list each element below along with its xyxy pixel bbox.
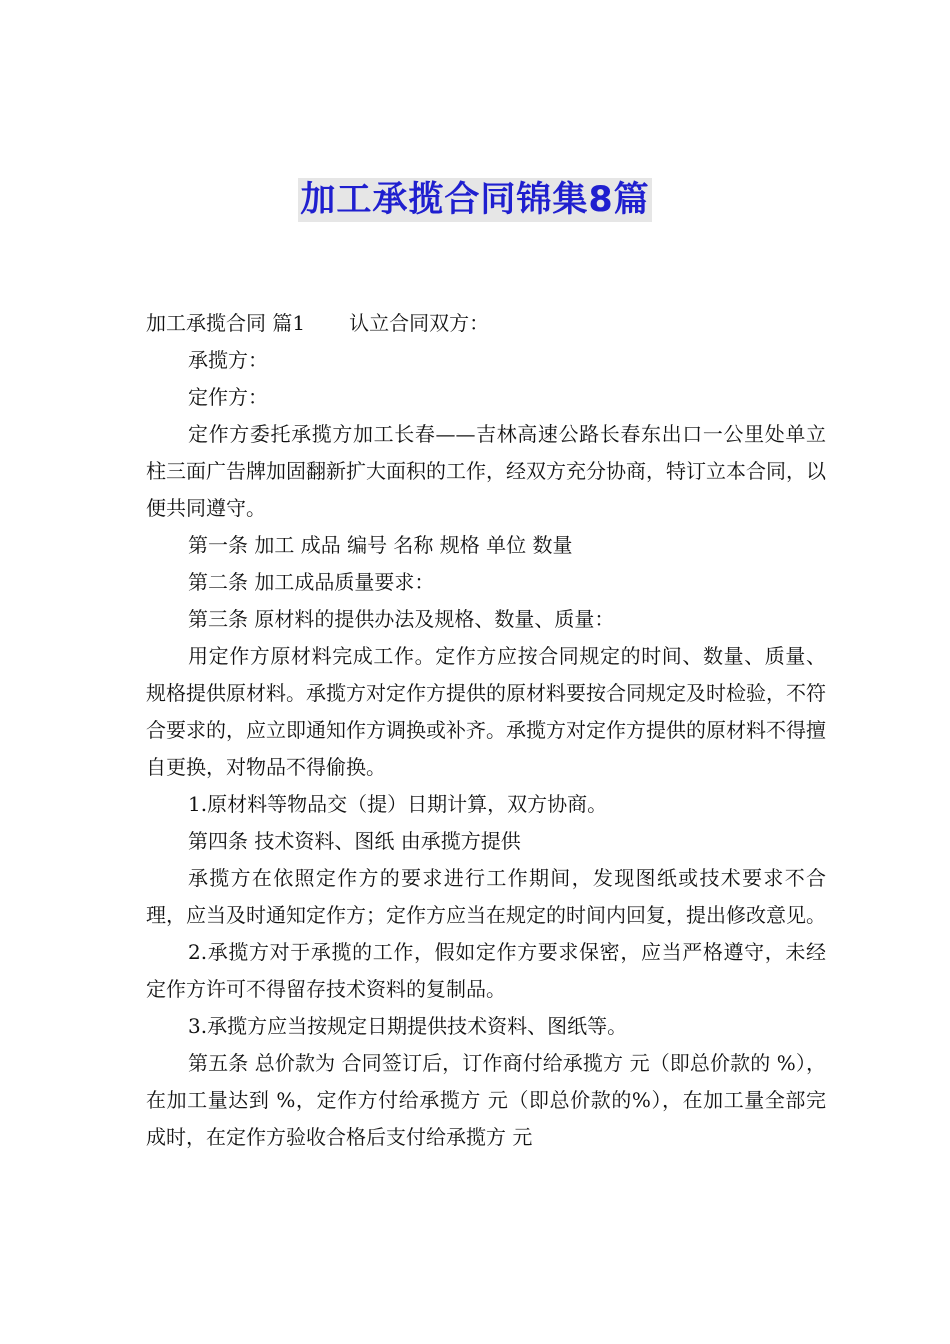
contract-intro: 认立合同双方： <box>349 311 490 335</box>
title-block <box>0 178 950 222</box>
first-line <box>146 305 826 342</box>
paragraph: 定作方委托承揽方加工长春——吉林高速公路长春东出口一公里处单立柱三面广告牌加固翻新扩大面积的工作，经双方充分协商，特订立本合同，以便共同遵守。 <box>146 422 826 520</box>
document-title: 加工承揽合同锦集8篇 <box>300 180 650 220</box>
paragraph: 第三条 原材料的提供办法及规格、数量、质量： <box>188 607 615 631</box>
paragraph: 第一条 加工 成品 编号 名称 规格 单位 数量 <box>188 533 573 557</box>
paragraph: 承揽方： <box>188 348 268 372</box>
paragraph: 2.承揽方对于承揽的工作，假如定作方要求保密，应当严格遵守，未经定作方许可不得留存技术资料的复制品。 <box>146 940 826 1001</box>
paragraph: 3.承揽方应当按规定日期提供技术资料、图纸等。 <box>188 1014 628 1038</box>
paragraph: 第五条 总价款为 合同签订后，订作商付给承揽方 元（即总价款的 %），在加工量达到 %，定作方付给承揽方 元（即总价款的%），在加工量全部完成时，在定作方验收合格后支付给承揽方 元 <box>146 1051 826 1149</box>
paragraph: 用定作方原材料完成工作。定作方应按合同规定的时间、数量、质量、规格提供原材料。承揽方对定作方提供的原材料要按合同规定及时检验，不符合要求的，应立即通知作方调换或补齐。承揽方对定作方提供的原材料不得擅自更换，对物品不得偷换。 <box>146 644 826 779</box>
contract-heading: 加工承揽合同 篇1 <box>146 311 306 335</box>
paragraph: 承揽方在依照定作方的要求进行工作期间，发现图纸或技术要求不合理，应当及时通知定作方；定作方应当在规定的时间内回复，提出修改意见。 <box>146 866 826 927</box>
paragraph: 第二条 加工成品质量要求： <box>188 570 435 594</box>
document-body <box>146 305 826 1156</box>
paragraph: 1.原材料等物品交（提）日期计算，双方协商。 <box>188 792 608 816</box>
paragraph: 定作方： <box>188 385 268 409</box>
paragraph: 第四条 技术资料、图纸 由承揽方提供 <box>188 829 521 853</box>
